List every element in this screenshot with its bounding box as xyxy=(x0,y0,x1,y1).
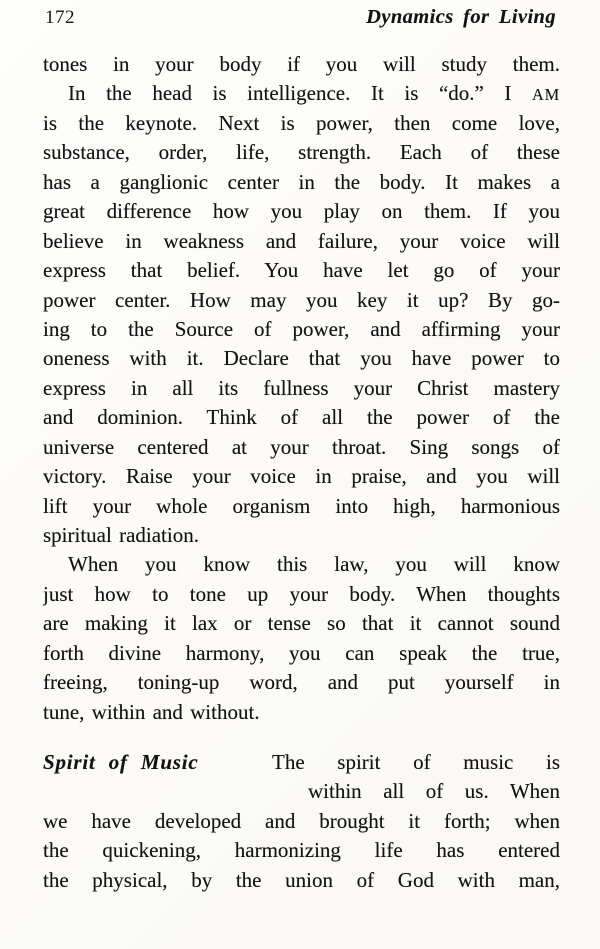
text-line: the quickening, harmonizing life has entered xyxy=(43,838,560,863)
text-line: spiritual radiation. xyxy=(43,523,199,547)
text-line: within all of us. When xyxy=(308,779,560,804)
text-line: The spirit of music is xyxy=(272,750,560,774)
page-header xyxy=(45,6,556,32)
text-line: power center. How may you key it up? By go- xyxy=(43,287,560,312)
section-first-line xyxy=(43,748,560,777)
text-line: is the keynote. Next is power, then come love, xyxy=(43,110,560,135)
text-line: and dominion. Think of all the power of the xyxy=(43,405,560,430)
section-continuation xyxy=(43,807,560,895)
text-line: express that belief. You have let go of your xyxy=(43,258,560,283)
text-line: universe centered at your throat. Sing songs of xyxy=(43,434,560,459)
page-number: 172 xyxy=(45,7,75,28)
text-line: victory. Raise your voice in praise, and you will xyxy=(43,464,560,489)
text-line: has a ganglionic center in the body. It makes a xyxy=(43,169,560,194)
section-spirit-of-music xyxy=(43,748,560,895)
text-line: tune, within and without. xyxy=(43,699,260,724)
text-line: the physical, by the union of God with man, xyxy=(43,867,560,892)
text-line: ing to the Source of power, and affirming your xyxy=(43,316,560,341)
text-line: forth divine harmony, you can speak the true, xyxy=(43,640,560,665)
section-second-line xyxy=(43,777,560,806)
text-line: In the head is intelligence. It is “do.” I AM xyxy=(68,81,560,106)
text-line: tones in your body if you will study them. xyxy=(43,52,560,76)
section-heading: Spirit of Music xyxy=(43,750,199,774)
running-title: Dynamics for Living xyxy=(366,6,556,28)
text-line: just how to tone up your body. When thoughts xyxy=(43,581,560,606)
text-line: are making it lax or tense so that it cannot sound xyxy=(43,611,560,636)
text-line: lift your whole organism into high, harmonious xyxy=(43,493,560,518)
text-line: great difference how you play on them. If you xyxy=(43,199,560,224)
text-line: believe in weakness and failure, your voice will xyxy=(43,228,560,253)
text-line: freeing, toning-up word, and put yourself in xyxy=(43,670,560,695)
small-caps-text: AM xyxy=(532,85,560,105)
text-line: oneness with it. Declare that you have power to xyxy=(43,346,560,371)
text-line: express in all its fullness your Christ mastery xyxy=(43,375,560,400)
body-text xyxy=(43,50,560,727)
text-line: substance, order, life, strength. Each of these xyxy=(43,140,560,165)
text-line: we have developed and brought it forth; when xyxy=(43,808,560,833)
text-line: When you know this law, you will know xyxy=(68,552,560,577)
